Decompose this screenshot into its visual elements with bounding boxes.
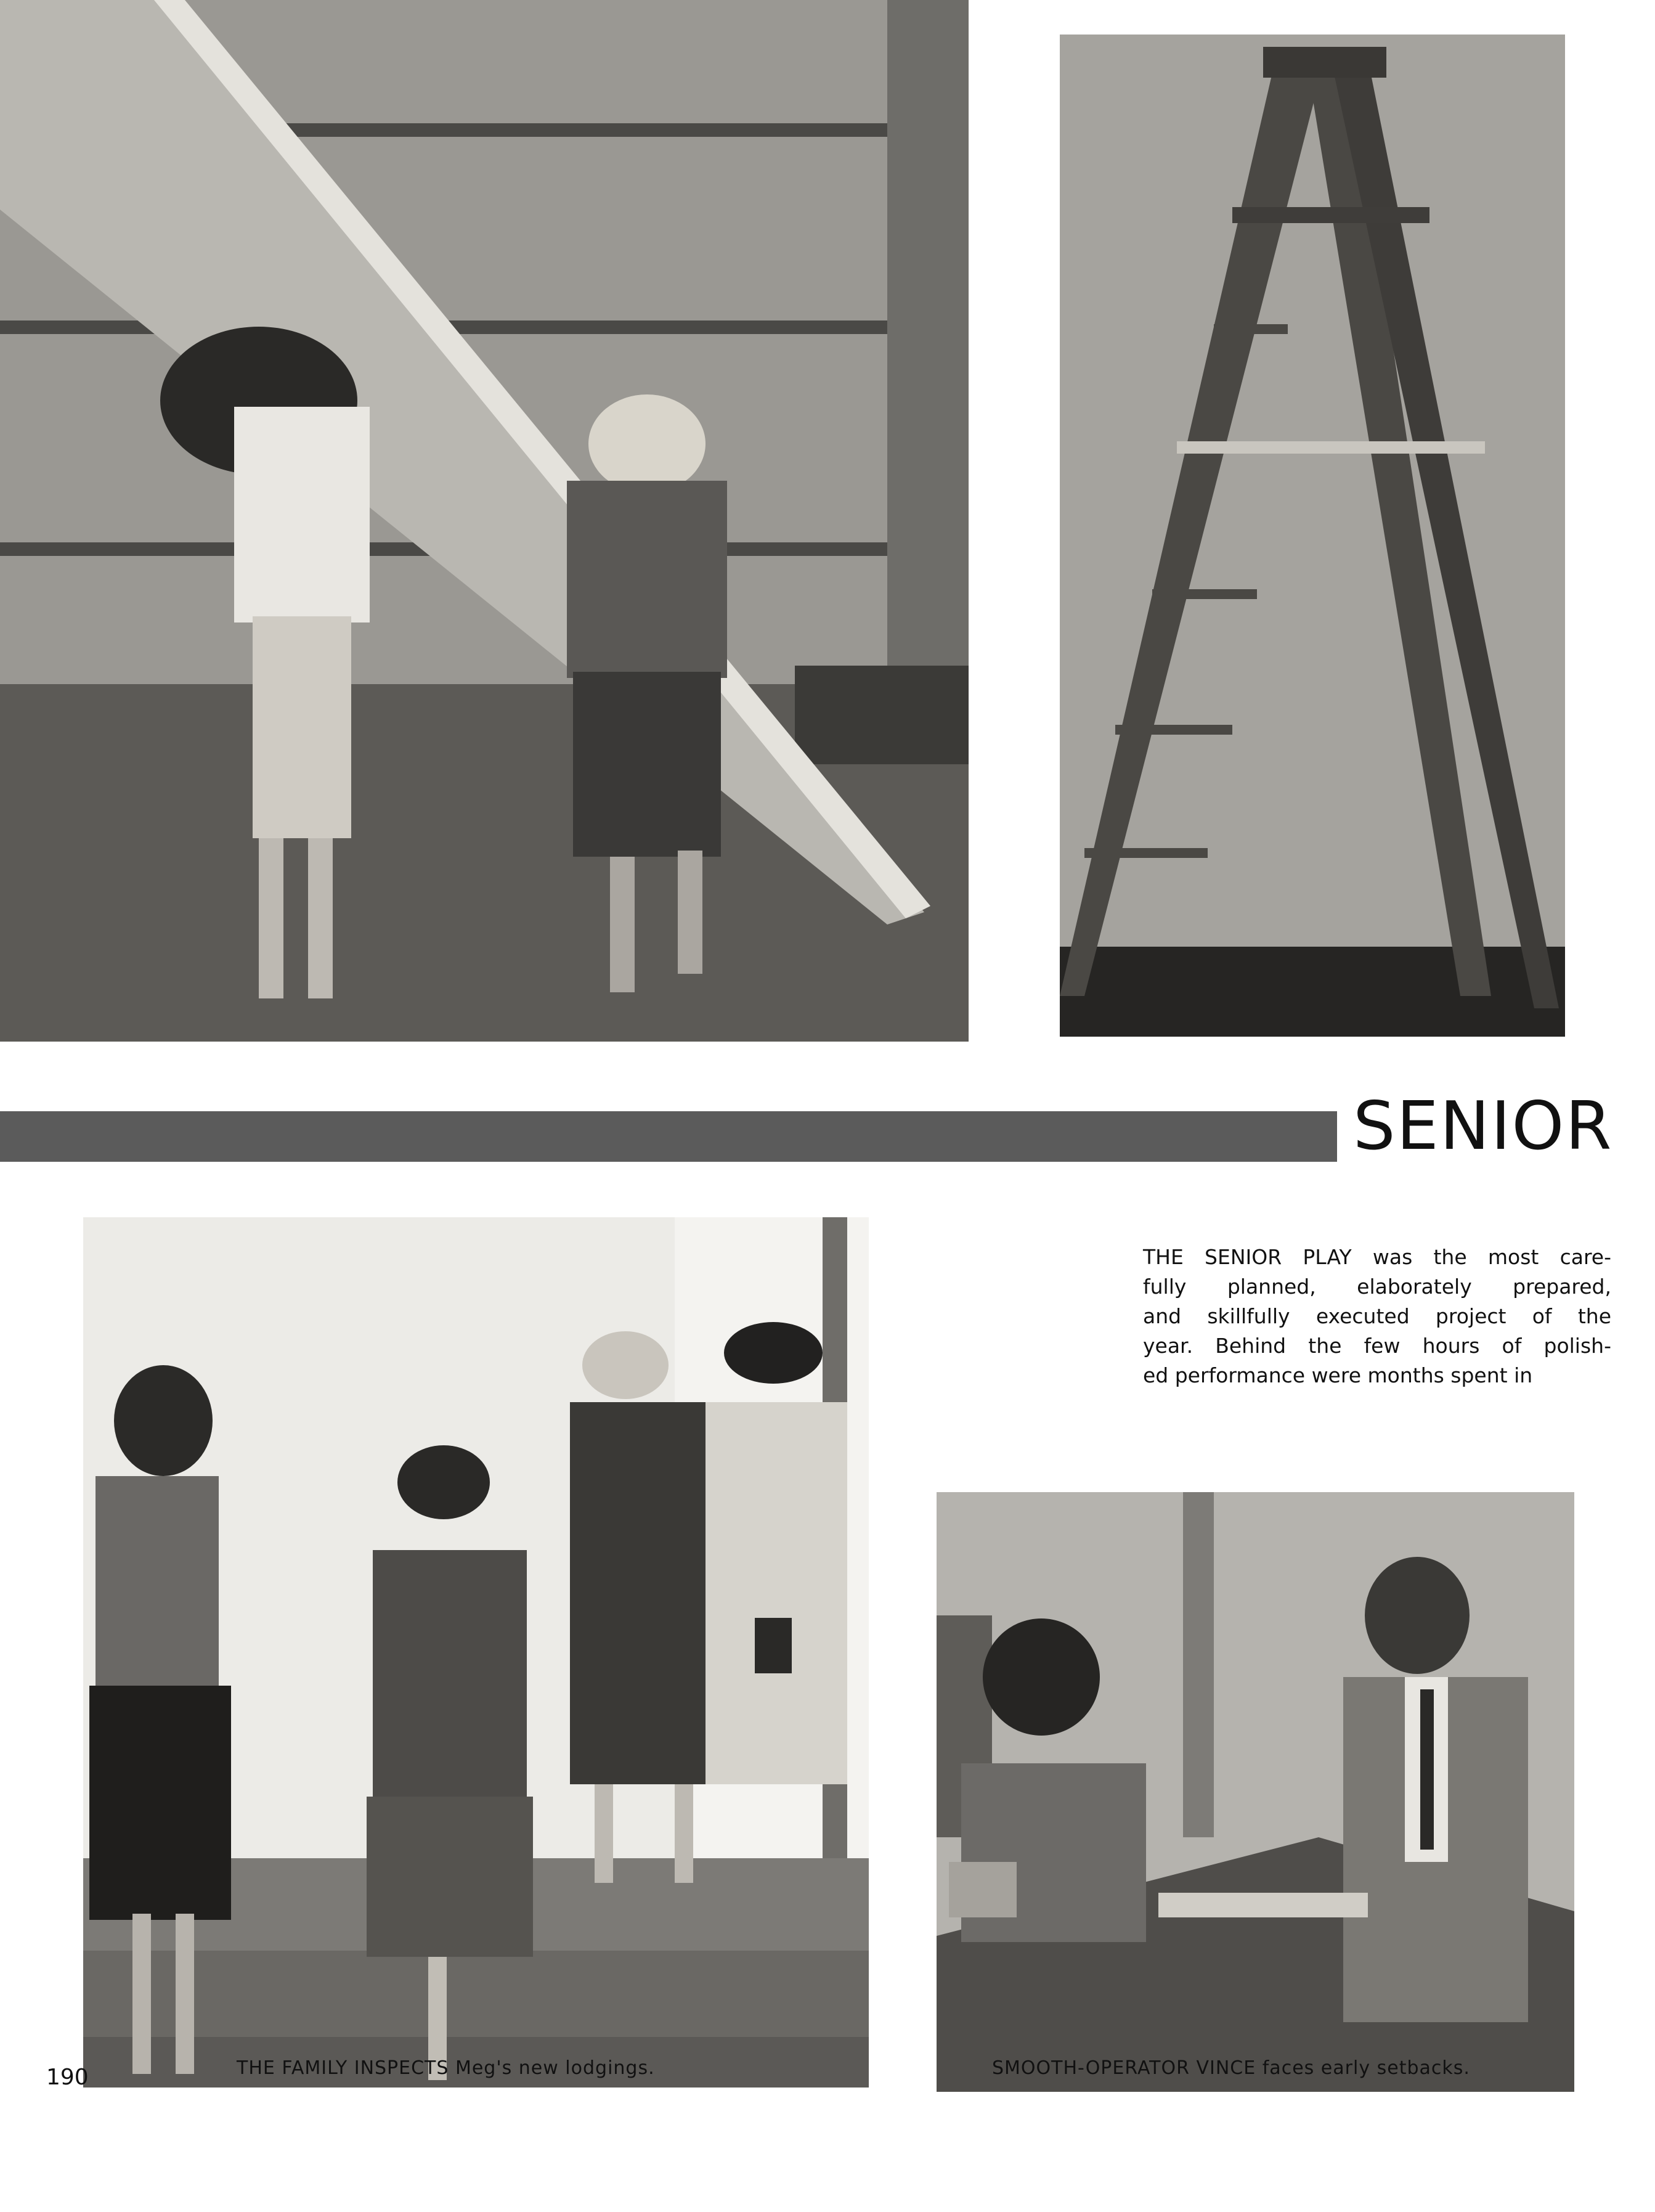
intro-line: fully planned, elaborately prepared, [1143,1275,1611,1299]
intro-line: THE SENIOR PLAY was the most care- [1143,1245,1611,1269]
family-photo-caption: THE FAMILY INSPECTS Meg's new lodgings. [237,2057,655,2079]
stage-crew-photo [0,0,969,1042]
intro-paragraph [1143,1243,1611,1390]
intro-line: year. Behind the few hours of polish- [1143,1334,1611,1358]
page-number: 190 [46,2065,89,2090]
desk-photo-caption: SMOOTH-OPERATOR VINCE faces early setbacks. [992,2057,1470,2079]
smooth-operator-photo [937,1492,1574,2092]
intro-line: ed performance were months spent in [1143,1363,1533,1387]
section-title: SENIOR [1353,1088,1613,1165]
section-title-rule [0,1111,1337,1162]
family-inspects-photo [83,1217,869,2088]
intro-line: and skillfully executed project of the [1143,1304,1611,1328]
stepladder-photo [1060,35,1565,1037]
